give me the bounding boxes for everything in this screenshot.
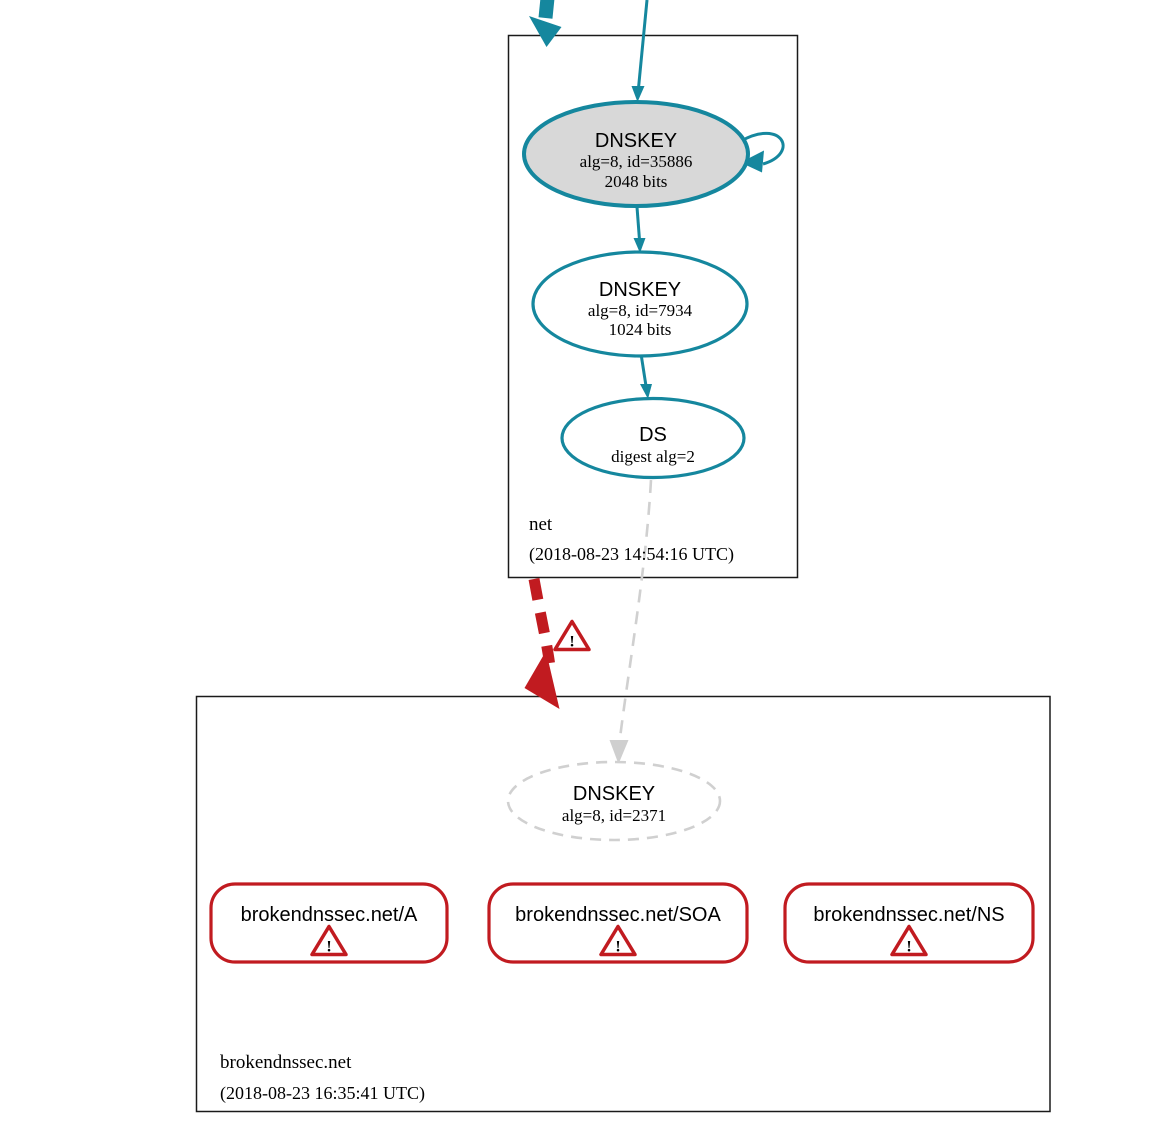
warning-triangle-icon: [555, 622, 589, 651]
node-extra: 2048 bits: [604, 172, 668, 191]
warning-glyph: !: [615, 938, 621, 956]
rrset-soa-box[interactable]: [489, 884, 747, 962]
edge-bogus-delegation: [525, 579, 560, 709]
zone-timestamp-net: (2018-08-23 14:54:16 UTC): [529, 544, 734, 564]
zone-name-brokendnssec-net: brokendnssec.net: [220, 1052, 352, 1073]
node-title: DNSKEY: [594, 130, 678, 152]
zone-name-net: net: [529, 514, 553, 535]
node-extra: 1024 bits: [608, 320, 672, 339]
warning-glyph: !: [906, 938, 912, 956]
node-title: DS: [639, 424, 667, 446]
edge-secure-entry-shaft: [546, 0, 550, 18]
node-detail: alg=8, id=7934: [587, 301, 693, 320]
rrset-label: brokendnssec.net/SOA: [515, 904, 721, 926]
rrset-a-box[interactable]: [211, 884, 447, 962]
warning-glyph: !: [326, 938, 332, 956]
node-detail: digest alg=2: [611, 447, 695, 466]
node-title: DNSKEY: [598, 279, 682, 301]
bogus-edge-shaft: [534, 579, 550, 663]
rrset-label: brokendnssec.net/A: [240, 904, 418, 926]
node-detail: alg=8, id=35886: [579, 152, 693, 171]
zone-timestamp-brokendnssec-net: (2018-08-23 16:35:41 UTC): [220, 1083, 425, 1103]
node-dnskey-7934[interactable]: [533, 252, 747, 356]
rrset-label: brokendnssec.net/NS: [813, 904, 1005, 926]
node-title: DNSKEY: [572, 783, 656, 805]
node-ds[interactable]: [562, 399, 744, 478]
node-detail: alg=8, id=2371: [561, 806, 667, 825]
warning-glyph: !: [569, 633, 575, 651]
rrset-ns-box[interactable]: [785, 884, 1033, 962]
node-dnskey-2371[interactable]: [508, 762, 720, 840]
node-dnskey-35886[interactable]: [524, 102, 748, 206]
